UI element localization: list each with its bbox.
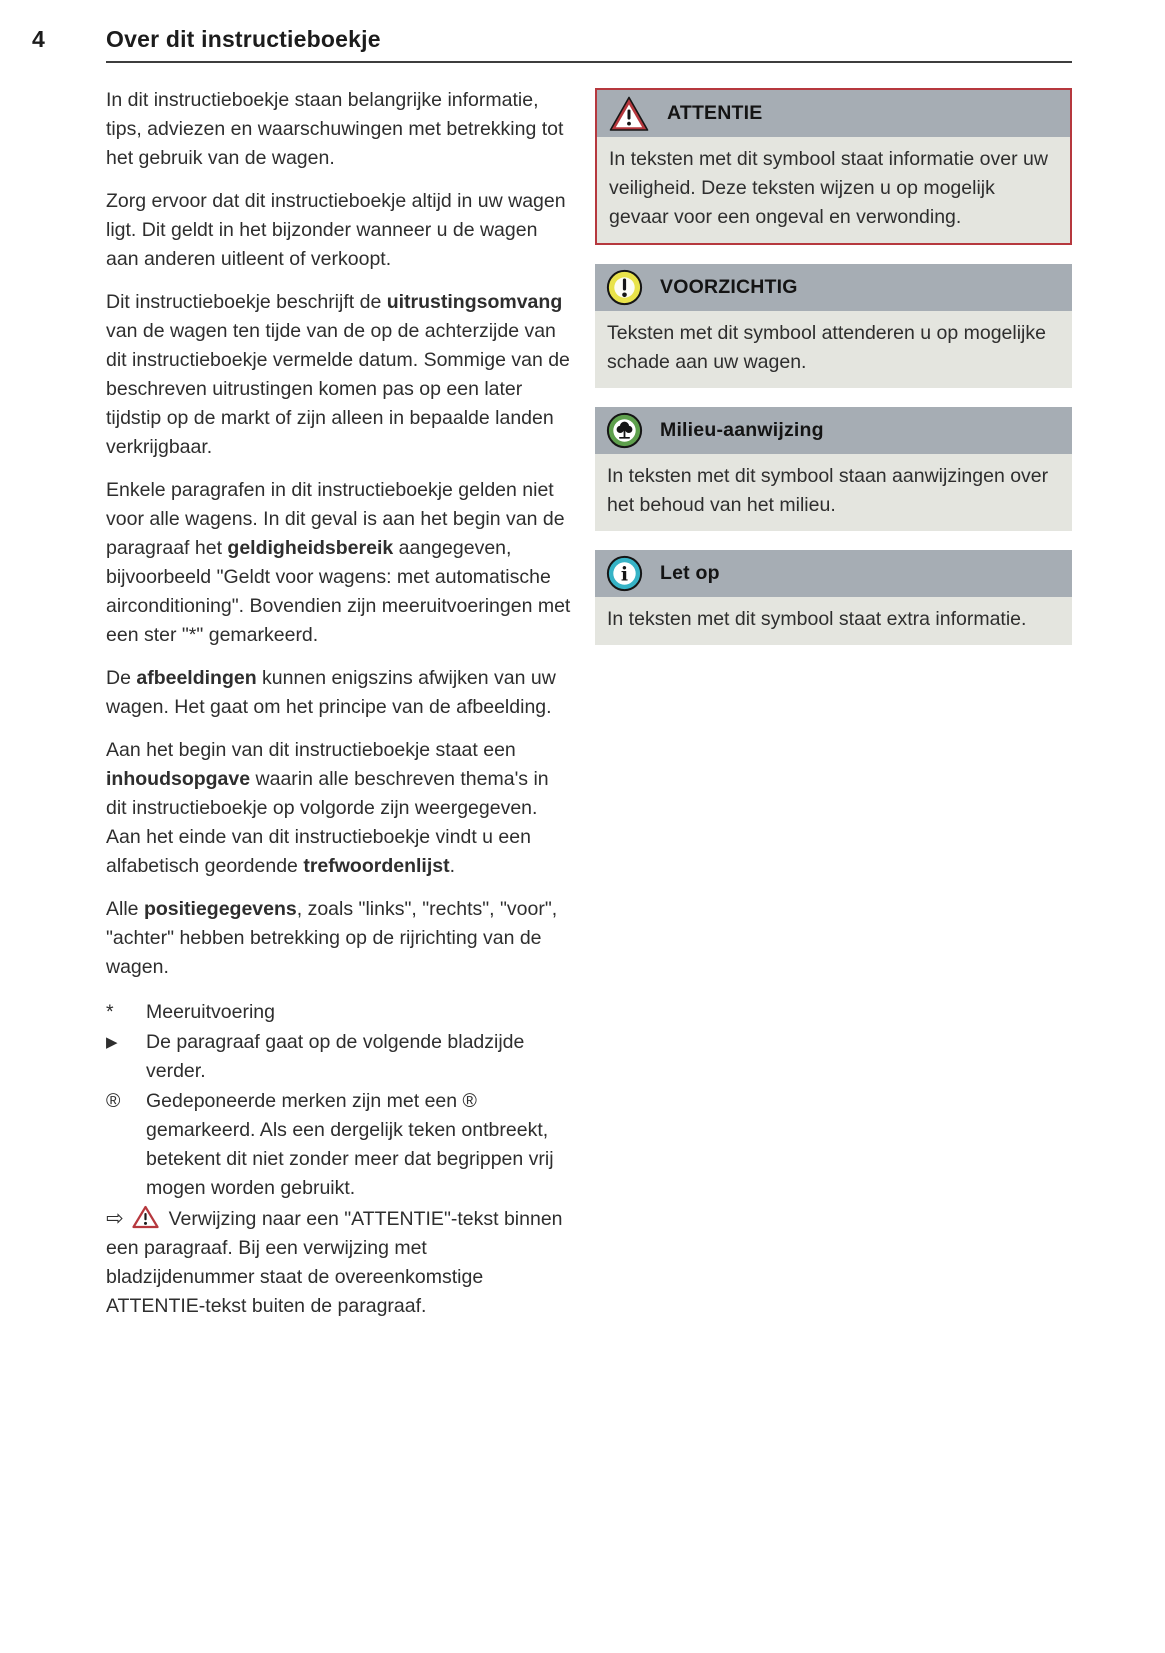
paragraph-text: waarin alle beschreven thema's in dit instructieboekje op volgorde zijn weergegeven. Aan het einde van dit instructieboekje vindt u een alfabetisch geordende xyxy=(106,768,549,877)
paragraph xyxy=(106,86,572,173)
paragraph xyxy=(106,736,572,881)
paragraph-text: Zorg ervoor dat dit instructieboekje altijd in uw wagen ligt. Dit geldt in het bijzonder wanneer u de wagen aan anderen uitleent of verkoopt. xyxy=(106,190,566,270)
paragraph-text-bold: geldigheidsbereik xyxy=(227,537,394,559)
paragraph-text: Dit instructieboekje beschrijft de xyxy=(106,291,387,313)
attention-box xyxy=(595,88,1072,245)
paragraph-text: van de wagen ten tijde van de op de achterzijde van dit instructieboekje vermelde datum. Sommige van de beschreven uitrustingen komen pas op een later tijdstip op de markt of zijn alleen in bepaalde landen verkrijgbaar. xyxy=(106,320,570,458)
caution-circle-icon xyxy=(606,269,643,306)
paragraph-text-bold: inhoudsopgave xyxy=(106,768,251,790)
notice-body: In teksten met dit symbool staan aanwijzingen over het behoud van het milieu. xyxy=(607,465,1049,516)
paragraph-text: Alle xyxy=(106,898,144,920)
attention-box-header xyxy=(597,90,1070,137)
info-circle-icon xyxy=(606,555,643,592)
paragraph-text: , zoals "links", "rechts", "voor", "achter" hebben betrekking op de rijrichting van de wagen. xyxy=(106,898,558,978)
asterisk-symbol: * xyxy=(106,1001,114,1023)
notice-column xyxy=(595,88,1072,664)
continuation-triangle-icon: ▶ xyxy=(106,1034,118,1051)
environment-box-header xyxy=(595,407,1072,454)
paragraph xyxy=(106,664,572,722)
notice-body: In teksten met dit symbool staat informatie over uw veiligheid. Deze teksten wijzen u op mogelijk gevaar voor een ongeval en verwonding. xyxy=(609,148,1048,228)
reference-arrow-icon: ⇨ xyxy=(106,1207,124,1230)
paragraph-text: kunnen enigszins afwijken van uw wagen. Het gaat om het principe van de afbeelding. xyxy=(106,667,556,718)
paragraph-text-bold: uitrustingsomvang xyxy=(386,291,563,313)
symbol-legend xyxy=(106,998,572,1203)
environment-tree-icon xyxy=(606,412,643,449)
paragraph-text: In dit instructieboekje staan belangrijke informatie, tips, adviezen en waarschuwingen met betrekking tot het gebruik van de wagen. xyxy=(106,89,564,169)
notice-title: Milieu-aanwijzing xyxy=(660,419,824,441)
paragraph-text: aangegeven, bijvoorbeeld "Geldt voor wagens: met automatische airconditioning". Bovendien zijn meeruitvoeringen met een ster "*" gemarkeerd. xyxy=(106,537,571,646)
note-box-header xyxy=(595,550,1072,597)
paragraph-text: . xyxy=(449,855,456,877)
notice-body: Teksten met dit symbool attenderen u op mogelijke schade aan uw wagen. xyxy=(607,322,1046,373)
warning-triangle-icon xyxy=(132,1205,159,1229)
notice-body: In teksten met dit symbool staat extra informatie. xyxy=(607,608,1027,630)
reference-note-text: Verwijzing naar een "ATTENTIE"-tekst binnen een paragraaf. Bij een verwijzing met bladzijdenummer staat de overeenkomstige ATTENTIE-tekst buiten de paragraaf. xyxy=(106,1208,563,1317)
note-box xyxy=(595,550,1072,645)
paragraph xyxy=(106,187,572,274)
notice-title: Let op xyxy=(660,562,720,584)
caution-box-header xyxy=(595,264,1072,311)
warning-triangle-icon xyxy=(608,95,650,133)
caution-box xyxy=(595,264,1072,388)
legend-item xyxy=(106,998,572,1027)
svg-text:i: i xyxy=(620,563,629,586)
paragraph xyxy=(106,288,572,462)
reference-note xyxy=(106,1204,572,1321)
paragraph-text-bold: afbeeldingen xyxy=(136,667,257,689)
paragraph-text-bold: trefwoordenlijst xyxy=(303,855,450,877)
paragraph xyxy=(106,476,572,650)
legend-item xyxy=(106,1028,572,1086)
paragraph-text-bold: positiegegevens xyxy=(143,898,297,920)
legend-item xyxy=(106,1087,572,1203)
legend-item-text: De paragraaf gaat op de volgende bladzijde verder. xyxy=(146,1031,525,1082)
paragraph xyxy=(106,895,572,982)
legend-item-text: Meeruitvoering xyxy=(146,1001,275,1023)
paragraph-text: De xyxy=(106,667,137,689)
paragraph-text: Aan het begin van dit instructieboekje staat een xyxy=(106,739,516,761)
environment-box xyxy=(595,407,1072,531)
notice-title: ATTENTIE xyxy=(667,102,763,124)
header-rule xyxy=(106,61,1072,63)
page-number: 4 xyxy=(32,26,45,52)
notice-title: VOORZICHTIG xyxy=(660,276,798,298)
page-title: Over dit instructieboekje xyxy=(106,26,381,52)
registered-trademark-symbol: ® xyxy=(106,1090,121,1112)
body-text-column xyxy=(106,86,572,1335)
paragraph-text: Enkele paragrafen in dit instructieboekje gelden niet voor alle wagens. In dit geval is aan het begin van de paragraaf het xyxy=(106,479,565,559)
legend-item-text: Gedeponeerde merken zijn met een ® gemarkeerd. Als een dergelijk teken ontbreekt, betekent dit niet zonder meer dat begrippen vrij mogen worden gebruikt. xyxy=(146,1090,554,1199)
